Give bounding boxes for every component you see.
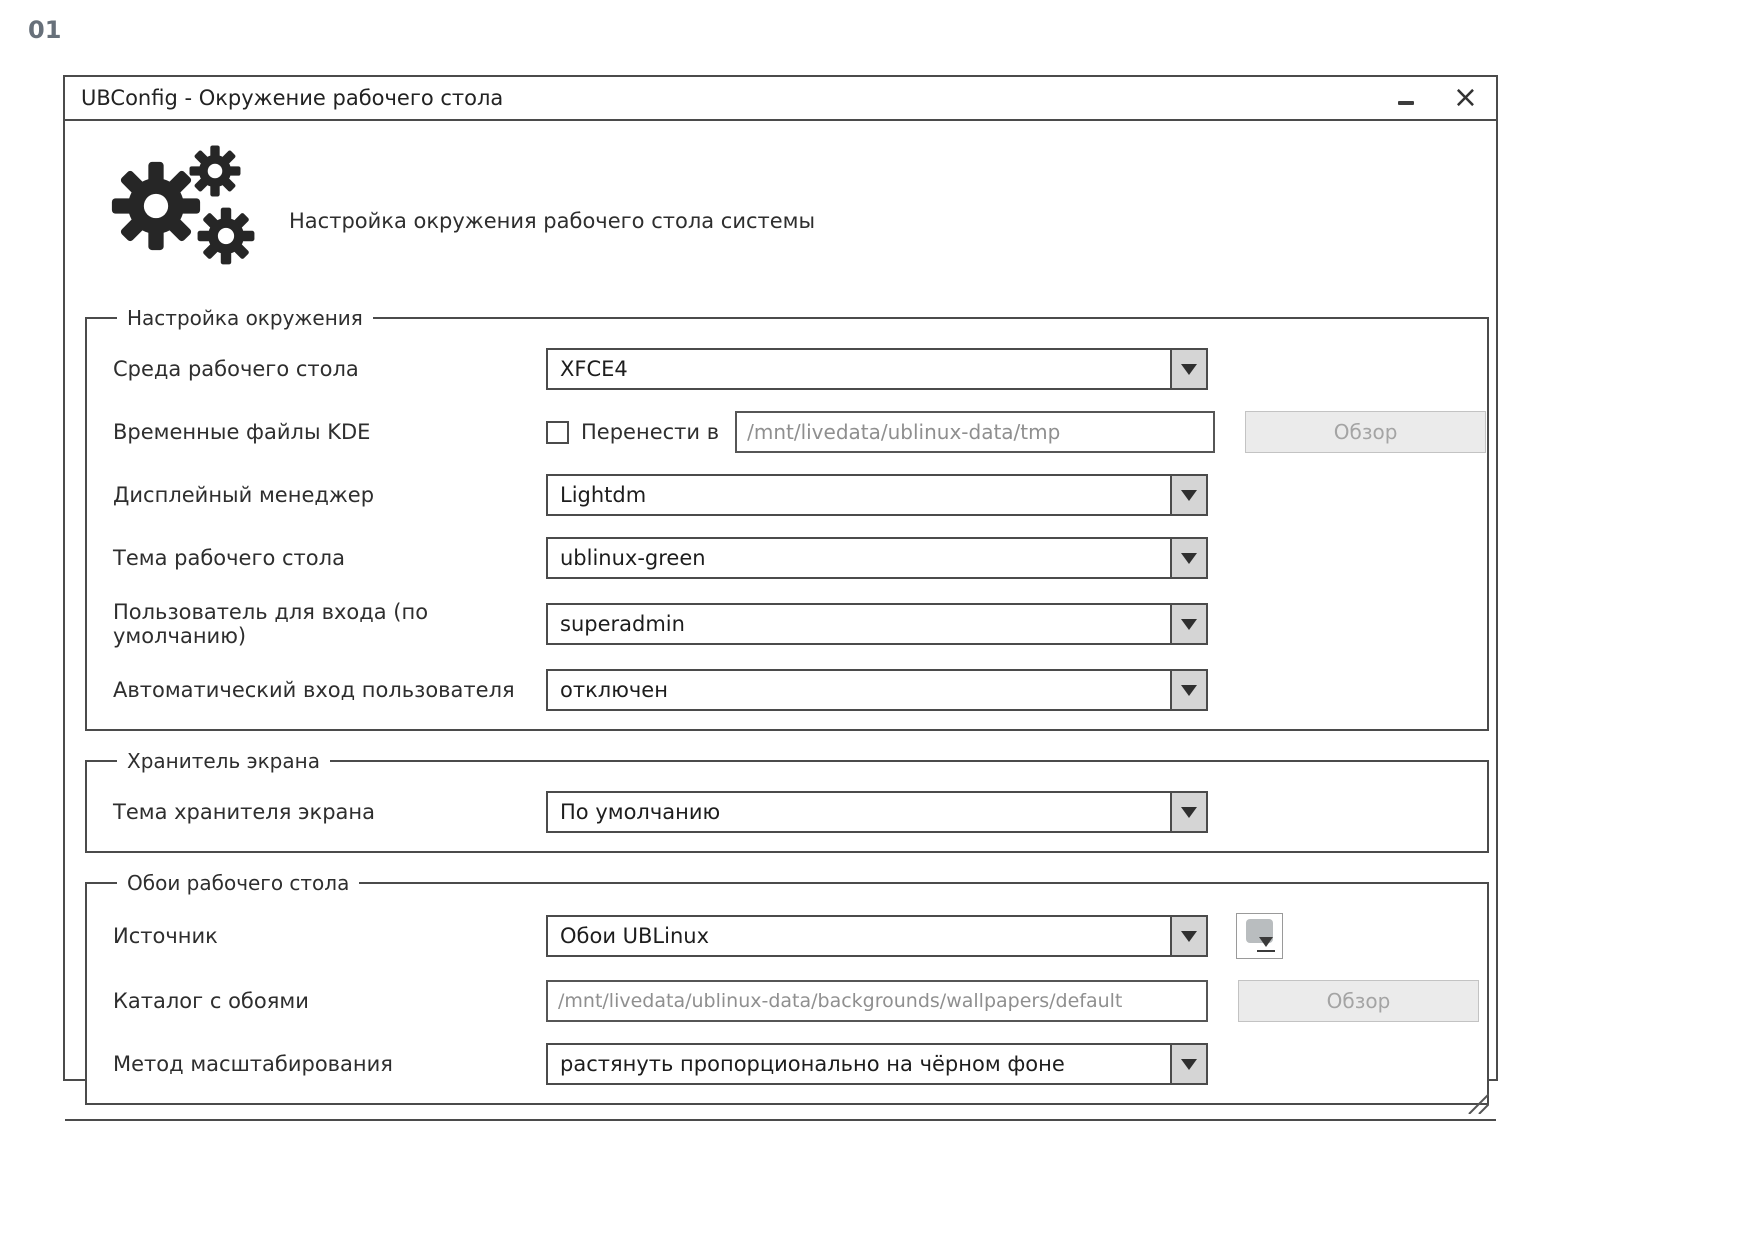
display-manager-row: [113, 474, 1487, 516]
screensaver-theme-row: [113, 791, 1487, 833]
screensaver-theme-label: Тема хранителя экрана: [113, 800, 376, 824]
wallpaper-directory-label: Каталог с обоями: [113, 989, 309, 1013]
header-subtitle: Настройка окружения рабочего стола системы: [289, 209, 816, 233]
chevron-down-icon[interactable]: [1170, 671, 1206, 709]
auto-login-value: отключен: [560, 678, 668, 702]
desktop-env-label: Среда рабочего стола: [113, 357, 359, 381]
gear-large-icon: [111, 161, 201, 251]
default-user-label: Пользователь для входа (по умолчанию): [113, 600, 429, 648]
chevron-down-icon[interactable]: [1170, 476, 1206, 514]
kde-temp-label: Временные файлы KDE: [113, 420, 371, 444]
desktop-env-row: [113, 348, 1487, 390]
display-manager-label: Дисплейный менеджер: [113, 483, 375, 507]
screensaver-theme-value: По умолчанию: [560, 800, 721, 824]
wallpaper-scaling-select[interactable]: [546, 1043, 1208, 1085]
minimize-button[interactable]: [1395, 86, 1417, 110]
wallpaper-scaling-value: растянуть пропорционально на чёрном фоне: [560, 1052, 1065, 1076]
default-user-row: [113, 600, 1487, 648]
chevron-down-icon[interactable]: [1170, 793, 1206, 831]
wallpaper-source-row: [113, 913, 1487, 959]
environment-group: [85, 306, 1489, 731]
wallpaper-scaling-row: [113, 1043, 1487, 1085]
default-user-select[interactable]: [546, 603, 1208, 645]
wallpaper-source-label: Источник: [113, 924, 218, 948]
statusbar: [65, 1119, 1496, 1121]
screensaver-theme-select[interactable]: [546, 791, 1208, 833]
wallpaper-preview-button[interactable]: [1236, 913, 1283, 959]
wallpaper-source-value: Обои UBLinux: [560, 924, 710, 948]
close-button[interactable]: ×: [1452, 80, 1478, 115]
gear-medium-icon: [197, 207, 255, 265]
ubconfig-window: [63, 75, 1498, 1081]
app-header: [65, 121, 1496, 306]
chevron-down-icon[interactable]: [1170, 1045, 1206, 1083]
wallpaper-directory-browse-button[interactable]: Обзор: [1238, 980, 1479, 1022]
gear-small-icon: [189, 145, 241, 197]
wallpaper-group: [85, 871, 1489, 1105]
kde-temp-browse-button[interactable]: Обзор: [1245, 411, 1486, 453]
chevron-down-icon: [1259, 937, 1273, 947]
move-to-checkbox-label: Перенести в: [581, 420, 720, 444]
wallpaper-directory-input[interactable]: [546, 980, 1208, 1022]
wallpaper-directory-row: [113, 980, 1487, 1022]
desktop-env-select[interactable]: [546, 348, 1208, 390]
desktop-theme-label: Тема рабочего стола: [113, 546, 345, 570]
wallpaper-source-select[interactable]: [546, 915, 1208, 957]
display-manager-value: Lightdm: [560, 483, 647, 507]
kde-temp-row: [113, 411, 1487, 453]
chevron-down-icon[interactable]: [1170, 605, 1206, 643]
minimize-icon: [1398, 101, 1414, 105]
window-title: UBConfig - Окружение рабочего стола: [81, 86, 504, 110]
auto-login-row: [113, 669, 1487, 711]
resize-grip[interactable]: [1467, 1092, 1489, 1114]
figure-label: 01: [28, 16, 62, 44]
desktop-theme-select[interactable]: [546, 537, 1208, 579]
chevron-down-icon[interactable]: [1170, 539, 1206, 577]
environment-legend: Настройка окружения: [127, 306, 363, 330]
auto-login-label: Автоматический вход пользователя: [113, 678, 515, 702]
screensaver-legend: Хранитель экрана: [127, 749, 320, 773]
desktop-env-value: XFCE4: [560, 357, 628, 381]
titlebar[interactable]: [65, 77, 1496, 121]
wallpaper-scaling-label: Метод масштабирования: [113, 1052, 393, 1076]
screensaver-group: [85, 749, 1489, 853]
auto-login-select[interactable]: [546, 669, 1208, 711]
default-user-value: superadmin: [560, 612, 685, 636]
kde-temp-path-input[interactable]: [735, 411, 1215, 453]
chevron-down-icon[interactable]: [1170, 917, 1206, 955]
chevron-underline: [1257, 950, 1275, 952]
window-controls: [1395, 80, 1478, 115]
desktop-theme-row: [113, 537, 1487, 579]
wallpaper-legend: Обои рабочего стола: [127, 871, 350, 895]
desktop-theme-value: ublinux-green: [560, 546, 706, 570]
move-to-checkbox[interactable]: [546, 421, 569, 444]
chevron-down-icon[interactable]: [1170, 350, 1206, 388]
gears-icon: [111, 145, 261, 273]
display-manager-select[interactable]: [546, 474, 1208, 516]
